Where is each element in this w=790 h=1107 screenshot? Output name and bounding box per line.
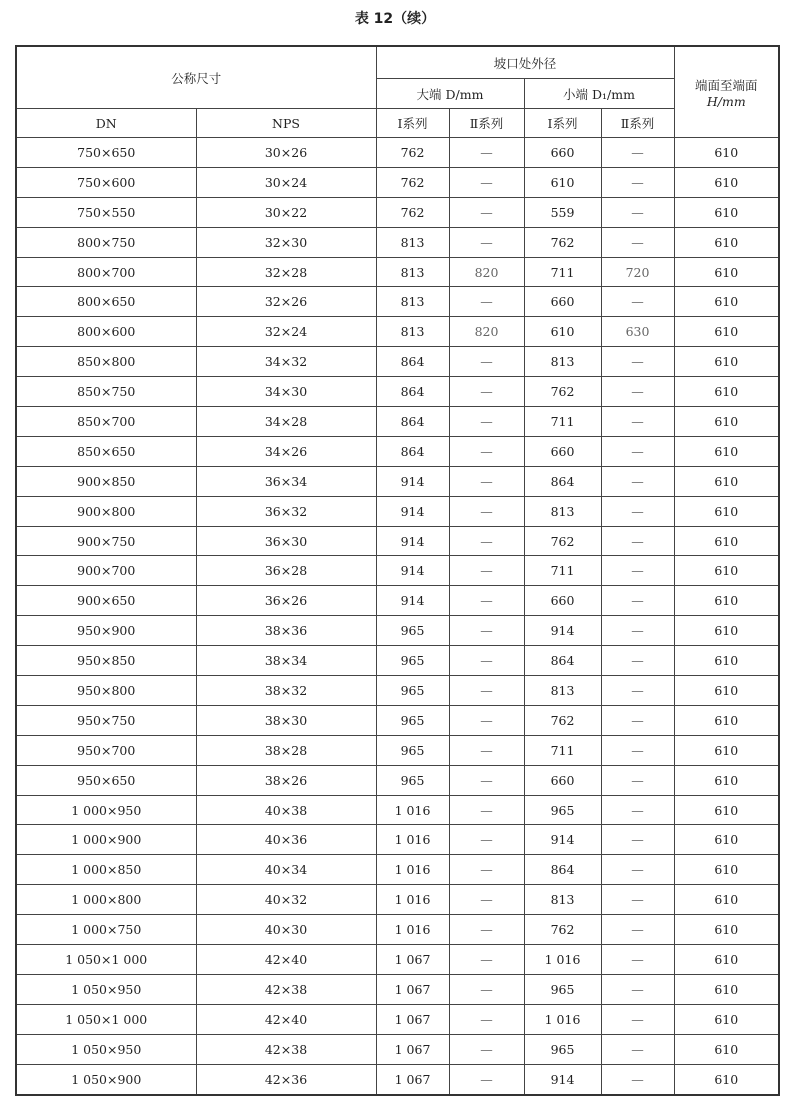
dn-cell: 850×700 [16, 407, 196, 437]
large-series2-cell: — [449, 436, 524, 466]
large-series1-cell: 965 [376, 646, 449, 676]
dimensions-table [15, 45, 780, 1096]
large-series1-cell: 762 [376, 167, 449, 197]
large-series2-cell: — [449, 138, 524, 168]
large-series2-cell: — [449, 586, 524, 616]
small-series2-cell: — [601, 496, 674, 526]
small-series2-cell: — [601, 1004, 674, 1034]
dn-cell: 1 000×950 [16, 795, 196, 825]
small-series1-cell: 864 [524, 646, 601, 676]
small-series1-cell: 813 [524, 885, 601, 915]
small-series1-cell: 711 [524, 556, 601, 586]
small-series2-cell: — [601, 676, 674, 706]
large-series1-cell: 864 [376, 436, 449, 466]
large-series2-cell: — [449, 735, 524, 765]
table-row [16, 138, 779, 168]
large-series2-cell: — [449, 855, 524, 885]
large-series2-cell: — [449, 825, 524, 855]
large-series1-cell: 1 016 [376, 915, 449, 945]
large-series2-cell: — [449, 885, 524, 915]
end-to-end-cell: 610 [674, 586, 779, 616]
end-to-end-cell: 610 [674, 885, 779, 915]
small-series1-cell: 813 [524, 496, 601, 526]
table-row [16, 676, 779, 706]
nps-cell: 34×30 [196, 377, 376, 407]
small-series2-header: Ⅱ系列 [601, 109, 674, 138]
dn-cell: 1 000×800 [16, 885, 196, 915]
small-series2-cell: — [601, 646, 674, 676]
nominal-size-header: 公称尺寸 [16, 46, 376, 109]
large-series2-cell: — [449, 167, 524, 197]
nps-cell: 38×36 [196, 616, 376, 646]
small-series2-cell: — [601, 1034, 674, 1064]
nps-cell: 38×26 [196, 765, 376, 795]
dn-cell: 900×650 [16, 586, 196, 616]
small-series2-cell: — [601, 526, 674, 556]
dn-cell: 950×900 [16, 616, 196, 646]
end-to-end-cell: 610 [674, 257, 779, 287]
small-series1-cell: 660 [524, 586, 601, 616]
small-series1-cell: 559 [524, 197, 601, 227]
dn-cell: 1 000×750 [16, 915, 196, 945]
large-series2-cell: 820 [449, 317, 524, 347]
dn-cell: 1 050×900 [16, 1064, 196, 1094]
end-to-end-unit: H/mm [706, 93, 746, 109]
large-series1-cell: 1 016 [376, 795, 449, 825]
small-series2-cell: — [601, 407, 674, 437]
end-to-end-cell: 610 [674, 765, 779, 795]
table-row [16, 795, 779, 825]
end-to-end-cell: 610 [674, 407, 779, 437]
end-to-end-cell: 610 [674, 735, 779, 765]
table-row [16, 765, 779, 795]
nps-cell: 40×34 [196, 855, 376, 885]
nps-cell: 38×34 [196, 646, 376, 676]
large-series2-cell: — [449, 377, 524, 407]
nps-cell: 36×34 [196, 466, 376, 496]
large-series2-cell: — [449, 1064, 524, 1094]
small-series2-cell: — [601, 705, 674, 735]
small-series1-cell: 660 [524, 436, 601, 466]
small-series1-cell: 660 [524, 138, 601, 168]
table-row [16, 287, 779, 317]
end-to-end-cell: 610 [674, 287, 779, 317]
table-row [16, 317, 779, 347]
small-series1-cell: 1 016 [524, 945, 601, 975]
small-series1-cell: 965 [524, 1034, 601, 1064]
end-to-end-cell: 610 [674, 436, 779, 466]
table-row [16, 646, 779, 676]
dn-cell: 1 050×950 [16, 974, 196, 1004]
small-series1-header: Ⅰ系列 [524, 109, 601, 138]
small-series1-cell: 762 [524, 705, 601, 735]
small-series2-cell: — [601, 1064, 674, 1094]
dn-cell: 850×650 [16, 436, 196, 466]
table-row [16, 915, 779, 945]
table-row [16, 616, 779, 646]
large-series1-cell: 762 [376, 197, 449, 227]
small-series1-cell: 610 [524, 317, 601, 347]
small-series2-cell: — [601, 735, 674, 765]
end-to-end-cell: 610 [674, 646, 779, 676]
nps-cell: 38×32 [196, 676, 376, 706]
nps-cell: 30×24 [196, 167, 376, 197]
end-to-end-cell: 610 [674, 377, 779, 407]
table-row [16, 436, 779, 466]
large-series2-cell: — [449, 945, 524, 975]
end-to-end-cell: 610 [674, 138, 779, 168]
small-series2-cell: — [601, 945, 674, 975]
small-series1-cell: 762 [524, 227, 601, 257]
large-series2-cell: — [449, 526, 524, 556]
large-series2-cell: — [449, 407, 524, 437]
small-series2-cell: — [601, 377, 674, 407]
end-to-end-cell: 610 [674, 556, 779, 586]
nps-cell: 38×30 [196, 705, 376, 735]
large-series2-header: Ⅱ系列 [449, 109, 524, 138]
large-series2-cell: — [449, 705, 524, 735]
nps-cell: 38×28 [196, 735, 376, 765]
small-series1-cell: 965 [524, 974, 601, 1004]
table-row [16, 197, 779, 227]
large-series1-cell: 1 067 [376, 974, 449, 1004]
bevel-od-header: 坡口处外径 [376, 46, 674, 79]
table-row [16, 705, 779, 735]
table-row [16, 735, 779, 765]
end-to-end-cell: 610 [674, 1064, 779, 1094]
large-series1-cell: 965 [376, 616, 449, 646]
large-series2-cell: — [449, 1034, 524, 1064]
large-series1-cell: 864 [376, 377, 449, 407]
small-series2-cell: — [601, 586, 674, 616]
large-series1-cell: 1 016 [376, 855, 449, 885]
small-series1-cell: 813 [524, 676, 601, 706]
large-series2-cell: — [449, 765, 524, 795]
small-series1-cell: 762 [524, 915, 601, 945]
end-to-end-cell: 610 [674, 825, 779, 855]
dn-cell: 800×700 [16, 257, 196, 287]
small-series2-cell: — [601, 227, 674, 257]
small-series2-cell: — [601, 197, 674, 227]
end-to-end-label: 端面至端面 [695, 77, 758, 93]
small-series2-cell: — [601, 974, 674, 1004]
table-row [16, 556, 779, 586]
large-series1-cell: 1 067 [376, 1034, 449, 1064]
nps-cell: 34×26 [196, 436, 376, 466]
end-to-end-cell: 610 [674, 347, 779, 377]
nps-cell: 42×40 [196, 945, 376, 975]
table-row [16, 377, 779, 407]
small-series2-cell: 630 [601, 317, 674, 347]
nps-cell: 40×38 [196, 795, 376, 825]
dn-cell: 800×600 [16, 317, 196, 347]
small-series1-cell: 965 [524, 795, 601, 825]
table-row [16, 526, 779, 556]
small-series1-cell: 660 [524, 287, 601, 317]
large-series1-cell: 813 [376, 317, 449, 347]
large-series2-cell: — [449, 556, 524, 586]
large-series1-cell: 864 [376, 347, 449, 377]
dn-cell: 900×800 [16, 496, 196, 526]
small-series1-cell: 914 [524, 1064, 601, 1094]
large-series1-cell: 965 [376, 676, 449, 706]
small-end-header: 小端 D₁/mm [524, 79, 674, 109]
small-series2-cell: — [601, 616, 674, 646]
dn-cell: 900×700 [16, 556, 196, 586]
large-end-header: 大端 D/mm [376, 79, 524, 109]
large-series2-cell: — [449, 974, 524, 1004]
dn-cell: 1 050×1 000 [16, 945, 196, 975]
large-series1-cell: 965 [376, 765, 449, 795]
small-series1-cell: 711 [524, 257, 601, 287]
dn-cell: 900×850 [16, 466, 196, 496]
small-series1-cell: 762 [524, 377, 601, 407]
large-series2-cell: — [449, 616, 524, 646]
dn-cell: 950×700 [16, 735, 196, 765]
nps-cell: 34×32 [196, 347, 376, 377]
large-series2-cell: — [449, 496, 524, 526]
end-to-end-cell: 610 [674, 167, 779, 197]
table-row [16, 586, 779, 616]
dn-cell: 1 000×900 [16, 825, 196, 855]
table-row [16, 974, 779, 1004]
nps-cell: 32×26 [196, 287, 376, 317]
table-row [16, 407, 779, 437]
end-to-end-cell: 610 [674, 616, 779, 646]
end-to-end-cell: 610 [674, 197, 779, 227]
nps-cell: 42×38 [196, 974, 376, 1004]
small-series2-cell: — [601, 795, 674, 825]
small-series1-cell: 864 [524, 855, 601, 885]
large-series2-cell: — [449, 227, 524, 257]
dn-cell: 950×800 [16, 676, 196, 706]
large-series2-cell: — [449, 915, 524, 945]
small-series2-cell: — [601, 855, 674, 885]
large-series1-cell: 914 [376, 586, 449, 616]
large-series1-cell: 813 [376, 287, 449, 317]
end-to-end-cell: 610 [674, 855, 779, 885]
nps-cell: 40×36 [196, 825, 376, 855]
small-series2-cell: — [601, 556, 674, 586]
table-row [16, 1034, 779, 1064]
small-series2-cell: — [601, 347, 674, 377]
nps-cell: 30×26 [196, 138, 376, 168]
small-series1-cell: 914 [524, 825, 601, 855]
dn-cell: 850×800 [16, 347, 196, 377]
dn-cell: 800×650 [16, 287, 196, 317]
nps-header: NPS [196, 109, 376, 138]
end-to-end-cell: 610 [674, 974, 779, 1004]
table-row [16, 227, 779, 257]
large-series1-cell: 1 016 [376, 825, 449, 855]
large-series1-cell: 864 [376, 407, 449, 437]
large-series1-cell: 914 [376, 496, 449, 526]
dn-header: DN [16, 109, 196, 138]
dn-cell: 800×750 [16, 227, 196, 257]
large-series2-cell: — [449, 676, 524, 706]
small-series2-cell: — [601, 915, 674, 945]
dn-cell: 1 050×1 000 [16, 1004, 196, 1034]
large-series1-cell: 1 067 [376, 945, 449, 975]
dn-cell: 950×750 [16, 705, 196, 735]
small-series2-cell: — [601, 765, 674, 795]
nps-cell: 42×36 [196, 1064, 376, 1094]
large-series1-cell: 914 [376, 526, 449, 556]
table-row [16, 496, 779, 526]
large-series1-cell: 813 [376, 257, 449, 287]
table-row [16, 1064, 779, 1094]
large-series1-cell: 965 [376, 735, 449, 765]
dn-cell: 750×650 [16, 138, 196, 168]
small-series1-cell: 1 016 [524, 1004, 601, 1034]
large-series2-cell: — [449, 646, 524, 676]
small-series2-cell: 720 [601, 257, 674, 287]
nps-cell: 32×24 [196, 317, 376, 347]
small-series2-cell: — [601, 466, 674, 496]
large-series2-cell: — [449, 197, 524, 227]
small-series2-cell: — [601, 287, 674, 317]
end-to-end-cell: 610 [674, 915, 779, 945]
table-title: 表 12（续） [354, 11, 436, 27]
small-series1-cell: 813 [524, 347, 601, 377]
large-series2-cell: 820 [449, 257, 524, 287]
table-row [16, 347, 779, 377]
large-series2-cell: — [449, 347, 524, 377]
large-series1-header: Ⅰ系列 [376, 109, 449, 138]
small-series1-cell: 864 [524, 466, 601, 496]
large-series1-cell: 914 [376, 466, 449, 496]
small-series1-cell: 711 [524, 735, 601, 765]
nps-cell: 36×26 [196, 586, 376, 616]
dn-cell: 950×650 [16, 765, 196, 795]
end-to-end-cell: 610 [674, 676, 779, 706]
large-series1-cell: 914 [376, 556, 449, 586]
small-series1-cell: 914 [524, 616, 601, 646]
large-series1-cell: 813 [376, 227, 449, 257]
table-row [16, 945, 779, 975]
end-to-end-cell: 610 [674, 945, 779, 975]
large-series2-cell: — [449, 795, 524, 825]
large-series2-cell: — [449, 287, 524, 317]
table-row [16, 167, 779, 197]
end-to-end-cell: 610 [674, 317, 779, 347]
end-to-end-cell: 610 [674, 705, 779, 735]
nps-cell: 34×28 [196, 407, 376, 437]
end-to-end-cell: 610 [674, 526, 779, 556]
small-series2-cell: — [601, 825, 674, 855]
small-series1-cell: 610 [524, 167, 601, 197]
small-series2-cell: — [601, 885, 674, 915]
large-series1-cell: 1 016 [376, 885, 449, 915]
nps-cell: 36×30 [196, 526, 376, 556]
table-row [16, 466, 779, 496]
dn-cell: 750×550 [16, 197, 196, 227]
nps-cell: 40×32 [196, 885, 376, 915]
end-to-end-header [674, 46, 779, 138]
small-series1-cell: 660 [524, 765, 601, 795]
dn-cell: 1 050×950 [16, 1034, 196, 1064]
end-to-end-cell: 610 [674, 1004, 779, 1034]
end-to-end-cell: 610 [674, 227, 779, 257]
large-series2-cell: — [449, 1004, 524, 1034]
large-series1-cell: 1 067 [376, 1004, 449, 1034]
nps-cell: 40×30 [196, 915, 376, 945]
dn-cell: 950×850 [16, 646, 196, 676]
nps-cell: 36×28 [196, 556, 376, 586]
dn-cell: 850×750 [16, 377, 196, 407]
small-series1-cell: 762 [524, 526, 601, 556]
nps-cell: 36×32 [196, 496, 376, 526]
large-series1-cell: 1 067 [376, 1064, 449, 1094]
small-series2-cell: — [601, 167, 674, 197]
end-to-end-cell: 610 [674, 1034, 779, 1064]
table-row [16, 1004, 779, 1034]
table-body [16, 138, 779, 1095]
end-to-end-cell: 610 [674, 795, 779, 825]
dn-cell: 750×600 [16, 167, 196, 197]
table-row [16, 855, 779, 885]
end-to-end-cell: 610 [674, 496, 779, 526]
end-to-end-cell: 610 [674, 466, 779, 496]
nps-cell: 42×38 [196, 1034, 376, 1064]
dn-cell: 1 000×850 [16, 855, 196, 885]
nps-cell: 30×22 [196, 197, 376, 227]
dn-cell: 900×750 [16, 526, 196, 556]
small-series2-cell: — [601, 436, 674, 466]
large-series2-cell: — [449, 466, 524, 496]
small-series2-cell: — [601, 138, 674, 168]
table-row [16, 825, 779, 855]
small-series1-cell: 711 [524, 407, 601, 437]
large-series1-cell: 762 [376, 138, 449, 168]
nps-cell: 32×30 [196, 227, 376, 257]
table-row [16, 257, 779, 287]
nps-cell: 42×40 [196, 1004, 376, 1034]
large-series1-cell: 965 [376, 705, 449, 735]
table-row [16, 885, 779, 915]
nps-cell: 32×28 [196, 257, 376, 287]
